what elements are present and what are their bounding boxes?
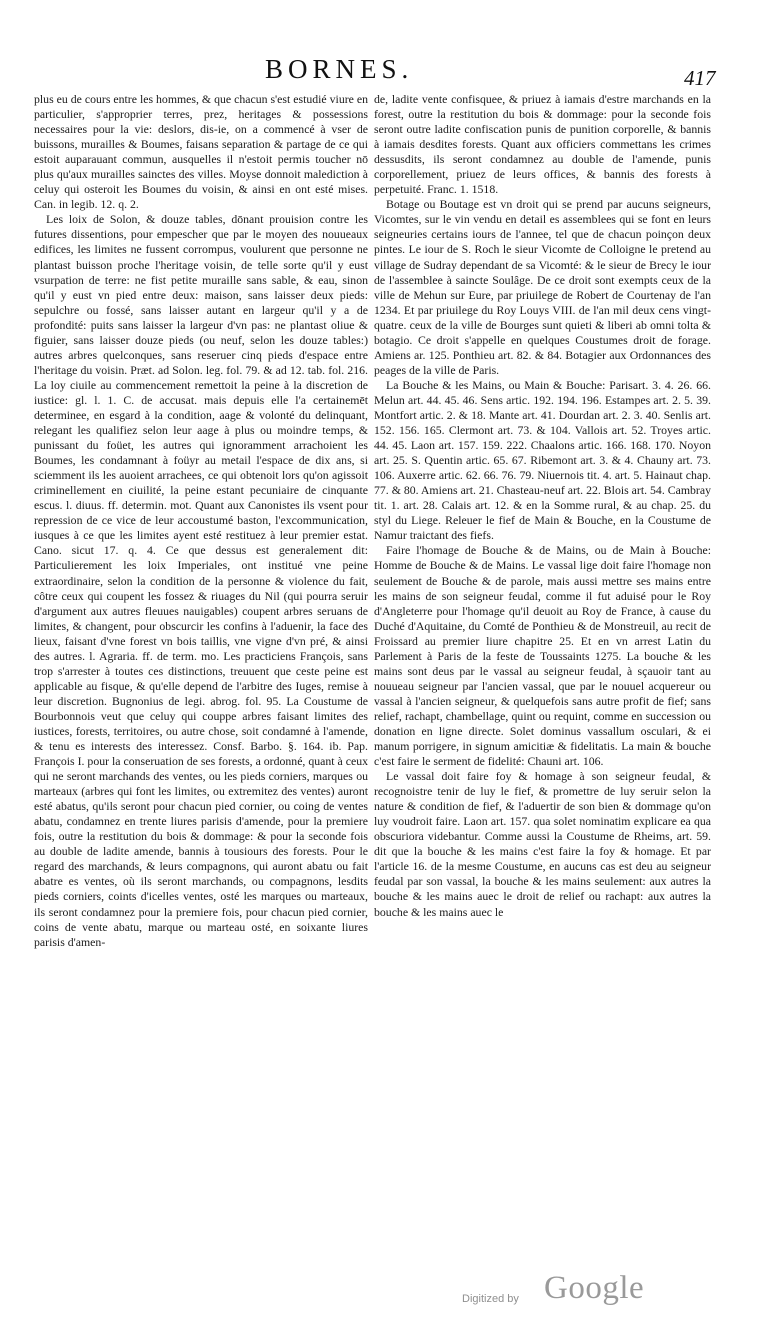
running-title: BORNES. xyxy=(265,54,414,84)
right-paragraph-1: de, ladite vente confisquee, & priuez à iamais d'estre marchands en la forest, outre la restitution du bois & dommage: pour la seconde fois seront outre ladite confiscation punis de punition corporelle, & bannis à iamais desdites forests. Quant aux officiers commettans les crimes dessusdits, ils seront condamnez au double de l'amende, punis corporellement, priuez de leurs offices, & bannis des forests à perpetuité. Franc. 1. 1518. xyxy=(374,92,711,197)
right-paragraph-bouche-mains: La Bouche & les Mains, ou Main & Bouche: Parisart. 3. 4. 26. 66. Melun art. 44. 45. 46. Sens artic. 192. 194. 196. Estampes art. 2. 5. 39. Montfort artic. 2. & 18. Mante art. 41. Dourdan art. 2. 3. 40. Senlis art. 152. 156. 165. Clermont art. 73. & 104. Vallois art. 52. Troyes artic. 44. 45. Laon art. 157. 159. 222. Chaalons artic. 166. 168. 170. Noyon art. 25. S. Quentin artic. 65. 67. Ribemont art. 3. & 4. Chauny art. 73. 106. Auxerre artic. 62. 66. 76. 79. Niuernois tit. 4. art. 5. Hainaut chap. 77. & 80. Amiens art. 21. Chasteau-neuf art. 22. Blois art. 54. Cambray tit. 1. art. 28. Calais art. 12. & en la Somme rural, & au chap. 25. du styl du Liege. Releuer le fief de Main & Bouche, en la Coustume de Namur traictant des fiefs. xyxy=(374,377,711,543)
right-column xyxy=(374,92,711,920)
right-paragraph-vassal: Le vassal doit faire foy & homage à son seigneur feudal, & recognoistre tenir de luy le fief, & promettre de luy seruir selon la nature & condition de fief, & l'aduertir de son bien & dommage qu'on luy voudroit faire. Laon art. 157. qua solet nominatim explicare ea qua obscuriora videbantur. Comme aussi la Coustume de Rheims, art. 59. dit que la bouche & les mains c'est faire la foy & homage. Et par l'article 16. de la mesme Coustume, en aucuns cas est deu au seigneur feudal par son vassal, la bouche & les mains seulement: aux autres la bouche & les mains auec le droit de relief ou rachapt: aux autres la bouche & les mains auec le xyxy=(374,769,711,919)
google-watermark xyxy=(460,1270,710,1314)
left-paragraph-2: Les loix de Solon, & douze tables, dōnant prouision contre les futures dissentions, pour empescher que par le moyen des nouueaux edifices, les limites ne fussent corrompus, voulurent que personne ne plantast buisson proche l'heritage voisin, de telle sorte qu'il y eust vsurpation de terre: ne fist petite muraille sans sable, & eau, sinon qu'il y eust vn pied entre deux: maison, sans laisser deux pieds: sepulchre ou fossé, sans laisser autant en largeur qu'il y a de profondité: puits sans laisser la largeur d'vn pas: ne plantast oliue & figuier, sans laisser douze pieds (ou neuf, selon les douze tables:) autres arbres quelconques, sans reseruer cinq pieds d'espace entre l'heritage du voisin. Præt. ad Solon. leg. fol. 79. & ad 12. tab. fol. 216. La loy ciuile au commencement remettoit la peine à la discretion de iustice: gl. l. 1. C. de accusat. mais depuis elle l'a certainemēt determinee, en esgard à la condition, aage & volonté du delinquant, relegant les qualifiez selon leur aage à plus ou moindre temps, & punissant du foüet, les autres qui ignoramment arrachoient les Boumes, les condamnant à foüyr au metail l'espace de dix ans, si sciemment ils les auoient arrachees, ce qui obtenoit lors qu'on agissoit criminellement en ciuilité, la peine estant pecuniaire de cinquante escus. l. diuus. ff. determin. mot. Quant aux Canonistes ils vsent pour repression de ce vice de leur accoustumé baston, l'excommunication, iusques à ce que les limites ayent esté restituez à leur premier estat. Cano. sicut 17. q. 4. Ce que dessus est generalement dit: Particulierement les loix Imperiales, ont institué vne peine extraordinaire, selon la condition de la personne & violence du fait, côtre ceux qui coupent les fossez & riuages du Nil (qui pourra seruir d'argument aux autres fleuues nauigables) coupent arbres seruans de limites, & changent, pour obscurcir les confins à l'aduenir, la face des lieux, faisant d'vne forest vn bois taillis, vne vigne d'vn pré, & ainsi des autres. l. Agraria. ff. de term. mo. Les practiciens François, sans trop s'arrester à toutes ces distinctions, treuuent que ceste peine est applicable au fisque, & qu'elle depend de l'arbitre des Iuges, remise à leur discretion. Bugnonius de legi. abrog. fol. 95. La Coustume de Bourbonnois veut que celuy qui couppe arbres faisant limites des iustices, forests, territoires, ou autre chose, soit condamné à l'amende, & tenu es interests des interessez. Consf. Barbo. §. 164. ib. Pap. François I. pour la conseruation de ses forests, a ordonné, quant à ceux qui ne seront marchands des ventes, ou les pieds corniers, marques ou marteaux (arbres qui font les limites, ou extremitez des ventes) auront esté abatus, qu'ils seront pour chacun pied cornier, ou coing de ventes abatu, condamnez en trente liures parisis d'amende, pour la premiere fois, outre la restitution du bois & dommage: & pour la seconde fois au double de ladite amende, bannis à tousiours des forests. Pour le regard des marchands, & leurs compagnons, qui auront abatu ou fait abatre es ventes, où ils seront marchands, ou compagnons, lesdits pieds corniers, coints d'icelles ventes, osté les marques ou marteaux, ils seront condamnez pour la premiere fois, pour chacun pied cornier, coins de vente abatu, marque ou marteau osté, en soixante liures parisis d'amen- xyxy=(34,212,368,949)
page-header xyxy=(0,52,761,88)
right-paragraph-homage: Faire l'homage de Bouche & de Mains, ou de Main à Bouche: Homme de Bouche & de Mains. Le vassal lige doit faire l'homage non seulement de Bouche & de parole, mais aussi mettre ses mains entre les mains de son seigneur feudal, comme il fut aduisé pour le Roy d'Angleterre pour l'homage qu'il deuoit au Roy de France, à cause du Duché d'Aquitaine, du Comté de Ponthieu & de Monstreuil, au recit de Froissard au premier liure chapitre 25. Et en vn arrest Latin du Parlement à Paris de la feste de Toussaints 1275. La bouche & les mains sont deus par le vassal au seigneur feudal, à sçauoir tant au nouueau seigneur par l'ancien vassal, que par le nouuel acquereur ou vassal à l'ancien seigneur, & quelquefois sans autre profit de fief; sans relief, rachapt, chambellage, quint ou requint, comme en succession ou donation en ligne directe. Solet dominus vassallum osculari, & ei manum porrigere, in signum amicitiæ & fidelitatis. La main & bouche c'est faire le serment de fidelité: Chauni art. 106. xyxy=(374,543,711,769)
page-number: 417 xyxy=(684,66,716,90)
google-logo: Google xyxy=(544,1270,645,1306)
digitized-by-label: Digitized by xyxy=(462,1293,519,1305)
left-column xyxy=(34,92,368,950)
left-paragraph-1: plus eu de cours entre les hommes, & que chacun s'est estudié viure en particulier, s'approprier terres, prez, heritages & possessions necessaires pour la vie: deslors, dis-ie, on a commencé à vser de buissons, murailles & Boumes, faisans separation & partage de ce qui estoit auparauant commun, ausquelles il n'estoit permis toucher nō plus qu'aux murailles sainctes des villes. Moyse donnoit malediction à celuy qui osteroit les Boumes du voisin, & ainsi en ont esté mises. Can. in legib. 12. q. 2. xyxy=(34,92,368,212)
right-paragraph-botage: Botage ou Boutage est vn droit qui se prend par aucuns seigneurs, Vicomtes, sur le vin vendu en detail es assemblees qui se font en leurs seigneuries certains iours de l'annee, tel que de chacun poinçon deux pintes. Le iour de S. Roch le sieur Vicomte de Colloigne le pretend au village de Sudray dependant de sa Vicomté: & le sieur de Brecy le iour de l'assemblee à saincte Soulâge. De ce droit sont exempts ceux de la ville de Mehun sur Eure, par priuilege de Robert de Courtenay de l'an 1234. Et par priuilege du Roy Louys VIII. de l'an mil deux cens vingt-quatre. ceux de la ville de Bourges sunt quieti & liberi ab omni tolta & botagio. Ce droit s'appelle en quelques Coustumes droit de forage. Amiens ar. 125. Ponthieu art. 82. & 84. Botagier aux Ordonnances des peages de la ville de Paris. xyxy=(374,197,711,377)
